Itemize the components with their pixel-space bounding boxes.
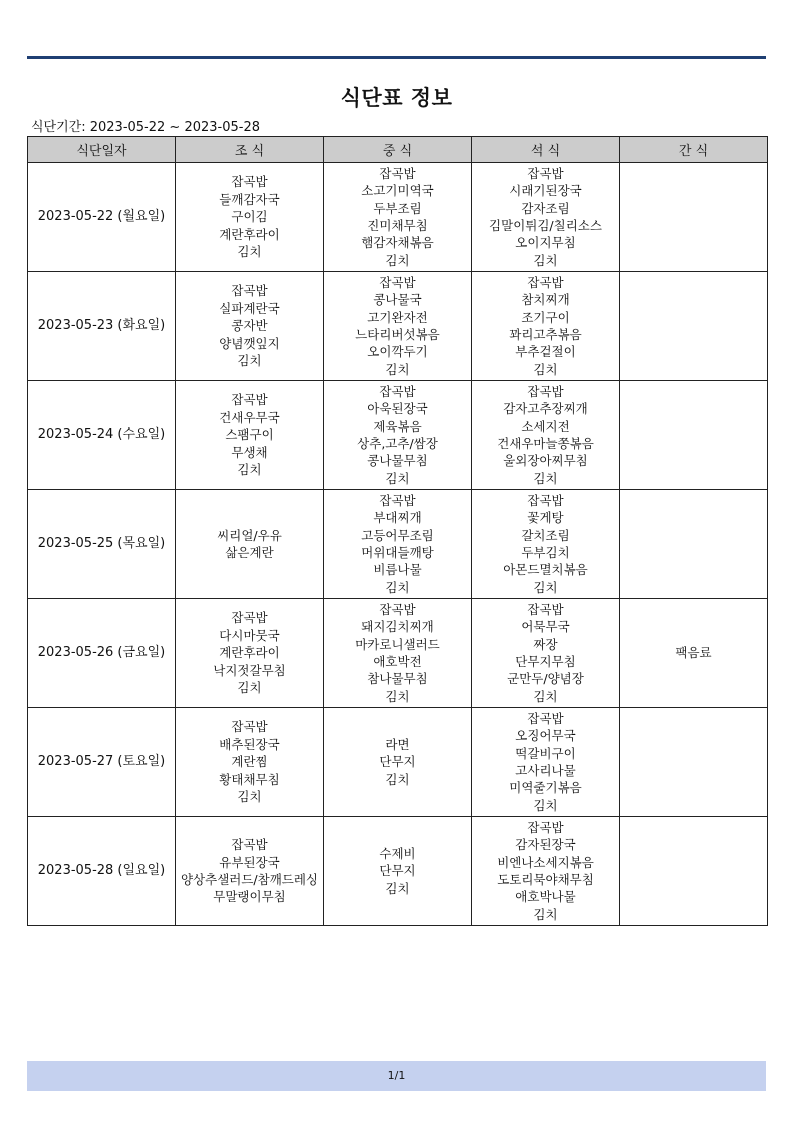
menu-item: 감자조림 bbox=[521, 200, 570, 216]
menu-item: 오이지무침 bbox=[515, 235, 576, 251]
menu-item: 실파계란국 bbox=[219, 300, 280, 316]
header-row bbox=[28, 137, 768, 163]
menu-item: 김치 bbox=[533, 361, 558, 377]
table-row bbox=[28, 381, 768, 490]
menu-item: 김치 bbox=[237, 244, 262, 260]
menu-item: 라면 bbox=[385, 736, 410, 752]
menu-item: 고사리나물 bbox=[515, 763, 576, 778]
menu-item: 들깨감자국 bbox=[219, 191, 280, 207]
menu-item: 아몬드멸치볶음 bbox=[503, 562, 588, 578]
menu-item: 2023-05-25 (목요일) bbox=[37, 536, 166, 552]
menu-item: 김치 bbox=[237, 353, 262, 369]
snack-cell bbox=[620, 817, 768, 926]
menu-item: 마카로니샐러드 bbox=[355, 636, 440, 652]
menu-item: 소세지전 bbox=[521, 418, 570, 434]
menu-item: 2023-05-22 (월요일) bbox=[37, 209, 166, 225]
menu-item: 잡곡밥 bbox=[231, 719, 268, 735]
menu-item: 김치 bbox=[385, 470, 410, 486]
menu-item: 떡갈비구이 bbox=[515, 745, 576, 761]
menu-item: 잡곡밥 bbox=[231, 837, 268, 853]
lunch-cell bbox=[324, 272, 472, 381]
menu-item: 갈치조림 bbox=[521, 527, 570, 543]
menu-item: 김치 bbox=[533, 688, 558, 704]
dinner-cell bbox=[472, 381, 620, 490]
menu-item: 잡곡밥 bbox=[527, 383, 564, 399]
menu-item: 잡곡밥 bbox=[379, 274, 416, 290]
menu-item: 잡곡밥 bbox=[527, 274, 564, 290]
menu-item: 2023-05-26 (금요일) bbox=[37, 645, 166, 661]
table-row bbox=[28, 272, 768, 381]
menu-item: 시래기된장국 bbox=[509, 183, 582, 199]
menu-item: 잡곡밥 bbox=[527, 165, 564, 181]
page-footer bbox=[27, 1061, 766, 1091]
page-title: 식단표 정보 bbox=[340, 86, 453, 110]
menu-item: 2023-05-23 (화요일) bbox=[37, 318, 166, 334]
date-cell bbox=[28, 272, 176, 381]
menu-item: 오이깍두기 bbox=[367, 344, 428, 360]
menu-item: 참나물무침 bbox=[367, 671, 428, 687]
menu-item: 짜장 bbox=[533, 636, 558, 652]
menu-item: 김치 bbox=[533, 252, 558, 268]
menu-item: 구이김 bbox=[231, 209, 268, 225]
menu-item: 무말랭이무침 bbox=[213, 889, 286, 905]
menu-item: 양념깻잎지 bbox=[219, 335, 280, 351]
dinner-cell bbox=[472, 490, 620, 599]
lunch-cell bbox=[324, 490, 472, 599]
breakfast-cell bbox=[176, 708, 324, 817]
table-row bbox=[28, 163, 768, 272]
menu-item: 두부김치 bbox=[521, 545, 570, 560]
menu-item: 부대찌개 bbox=[373, 510, 422, 526]
table-row bbox=[28, 817, 768, 926]
date-cell bbox=[28, 163, 176, 272]
menu-item: 잡곡밥 bbox=[379, 165, 416, 181]
menu-item: 미역줄기볶음 bbox=[509, 780, 582, 796]
menu-item: 스팸구이 bbox=[225, 427, 274, 443]
menu-item: 꽈리고추볶음 bbox=[509, 327, 582, 342]
menu-item: 군만두/양념장 bbox=[507, 671, 584, 687]
page-number: 1/1 bbox=[387, 1069, 406, 1082]
dinner-cell bbox=[472, 708, 620, 817]
breakfast-cell bbox=[176, 272, 324, 381]
menu-item: 울외장아찌무침 bbox=[503, 453, 588, 469]
snack-cell bbox=[620, 599, 768, 708]
menu-item: 콩자반 bbox=[231, 318, 268, 334]
menu-item: 무생채 bbox=[231, 444, 268, 460]
breakfast-cell bbox=[176, 163, 324, 272]
menu-item: 햄감자채볶음 bbox=[361, 235, 434, 251]
breakfast-cell bbox=[176, 599, 324, 708]
menu-item: 애호박전 bbox=[373, 654, 422, 669]
snack-cell bbox=[620, 163, 768, 272]
table-row bbox=[28, 599, 768, 708]
menu-item: 김치 bbox=[533, 470, 558, 486]
snack-cell bbox=[620, 490, 768, 599]
breakfast-cell bbox=[176, 817, 324, 926]
menu-item: 김치 bbox=[237, 789, 262, 805]
menu-item: 김치 bbox=[237, 462, 262, 478]
dinner-cell bbox=[472, 817, 620, 926]
header-breakfast: 조 식 bbox=[176, 137, 324, 163]
breakfast-cell bbox=[176, 490, 324, 599]
menu-item: 김말이튀김/칠리소스 bbox=[489, 218, 602, 233]
menu-item: 오징어무국 bbox=[515, 728, 576, 744]
date-cell bbox=[28, 599, 176, 708]
lunch-cell bbox=[324, 599, 472, 708]
menu-item: 단무지 bbox=[379, 863, 416, 879]
menu-item: 감자고추장찌개 bbox=[503, 401, 588, 417]
snack-cell bbox=[620, 381, 768, 490]
menu-item: 2023-05-28 (일요일) bbox=[37, 863, 166, 879]
menu-item: 배추된장국 bbox=[219, 736, 280, 752]
menu-item: 잡곡밥 bbox=[527, 710, 564, 726]
menu-item: 비엔나소세지볶음 bbox=[497, 854, 594, 870]
date-cell bbox=[28, 381, 176, 490]
menu-item: 콩나물국 bbox=[373, 292, 422, 308]
menu-item: 유부된장국 bbox=[219, 854, 280, 870]
header-snack: 간 식 bbox=[620, 137, 768, 163]
lunch-cell bbox=[324, 817, 472, 926]
snack-cell bbox=[620, 272, 768, 381]
menu-item: 수제비 bbox=[379, 845, 416, 861]
menu-item: 잡곡밥 bbox=[379, 383, 416, 399]
menu-item: 김치 bbox=[237, 680, 262, 696]
menu-item: 콩나물무침 bbox=[367, 453, 428, 469]
menu-item: 잡곡밥 bbox=[527, 492, 564, 508]
menu-item: 김치 bbox=[385, 880, 410, 896]
menu-item: 계란찜 bbox=[231, 754, 268, 770]
menu-item: 잡곡밥 bbox=[527, 601, 564, 617]
menu-item: 제육볶음 bbox=[373, 418, 422, 434]
menu-item: 아욱된장국 bbox=[367, 401, 428, 417]
menu-item: 어묵무국 bbox=[521, 619, 570, 635]
menu-item: 김치 bbox=[385, 771, 410, 787]
menu-item: 돼지김치찌개 bbox=[361, 619, 434, 635]
menu-item: 잡곡밥 bbox=[231, 610, 268, 626]
menu-item: 부추겉절이 bbox=[515, 344, 576, 360]
menu-item: 머위대들깨탕 bbox=[361, 545, 434, 560]
menu-item: 양상추샐러드/참깨드레싱 bbox=[180, 872, 319, 887]
menu-item: 씨리얼/우유 bbox=[217, 527, 282, 543]
menu-item: 계란후라이 bbox=[219, 226, 280, 242]
date-cell bbox=[28, 490, 176, 599]
menu-item: 두부조림 bbox=[373, 200, 422, 216]
menu-item: 김치 bbox=[533, 579, 558, 595]
menu-item: 2023-05-24 (수요일) bbox=[37, 427, 166, 443]
table-row bbox=[28, 708, 768, 817]
header-dinner: 석 식 bbox=[472, 137, 620, 163]
menu-item: 조기구이 bbox=[521, 309, 570, 325]
lunch-cell bbox=[324, 708, 472, 817]
dinner-cell bbox=[472, 272, 620, 381]
menu-item: 팩음료 bbox=[675, 645, 712, 661]
lunch-cell bbox=[324, 381, 472, 490]
top-rule bbox=[27, 56, 766, 59]
menu-body bbox=[28, 163, 768, 926]
breakfast-cell bbox=[176, 381, 324, 490]
menu-item: 잡곡밥 bbox=[231, 283, 268, 299]
dinner-cell bbox=[472, 163, 620, 272]
menu-item: 단무지무침 bbox=[515, 654, 576, 669]
menu-item: 애호박나물 bbox=[515, 889, 576, 905]
date-cell bbox=[28, 817, 176, 926]
menu-item: 잡곡밥 bbox=[231, 392, 268, 408]
menu-item: 김치 bbox=[385, 361, 410, 377]
menu-item: 황태채무침 bbox=[219, 771, 280, 787]
menu-item: 잡곡밥 bbox=[231, 174, 268, 190]
header-date: 식단일자 bbox=[28, 137, 176, 163]
table-row bbox=[28, 490, 768, 599]
menu-item: 참치찌개 bbox=[521, 292, 570, 308]
menu-item: 다시마뭇국 bbox=[219, 627, 280, 643]
menu-item: 2023-05-27 (토요일) bbox=[37, 754, 166, 770]
lunch-cell bbox=[324, 163, 472, 272]
menu-item: 비름나물 bbox=[373, 562, 422, 578]
menu-item: 건새우마늘쫑볶음 bbox=[497, 436, 594, 451]
menu-item: 진미채무침 bbox=[367, 218, 428, 233]
menu-item: 단무지 bbox=[379, 754, 416, 770]
menu-item: 느타리버섯볶음 bbox=[355, 327, 440, 342]
menu-item: 건새우무국 bbox=[219, 409, 280, 425]
menu-item: 소고기미역국 bbox=[361, 183, 434, 199]
menu-item: 꽃게탕 bbox=[527, 510, 564, 526]
menu-item: 김치 bbox=[533, 797, 558, 813]
menu-item: 고등어무조림 bbox=[361, 527, 434, 543]
header-lunch: 중 식 bbox=[324, 137, 472, 163]
dinner-cell bbox=[472, 599, 620, 708]
menu-item: 잡곡밥 bbox=[379, 492, 416, 508]
menu-item: 삶은계란 bbox=[225, 545, 274, 560]
menu-period: 식단기간: 2023-05-22 ~ 2023-05-28 bbox=[31, 120, 261, 135]
menu-item: 잡곡밥 bbox=[379, 601, 416, 617]
menu-item: 계란후라이 bbox=[219, 645, 280, 661]
menu-item: 낙지젓갈무침 bbox=[213, 662, 286, 678]
menu-item: 상추,고추/쌈장 bbox=[357, 436, 438, 451]
menu-item: 감자된장국 bbox=[515, 837, 576, 853]
menu-item: 김치 bbox=[385, 252, 410, 268]
menu-item: 도토리묵야채무침 bbox=[497, 872, 594, 887]
menu-item: 잡곡밥 bbox=[527, 819, 564, 835]
snack-cell bbox=[620, 708, 768, 817]
menu-item: 고기완자전 bbox=[367, 309, 428, 325]
menu-item: 김치 bbox=[385, 688, 410, 704]
menu-item: 김치 bbox=[533, 906, 558, 922]
date-cell bbox=[28, 708, 176, 817]
menu-item: 김치 bbox=[385, 579, 410, 595]
menu-table bbox=[27, 136, 768, 926]
